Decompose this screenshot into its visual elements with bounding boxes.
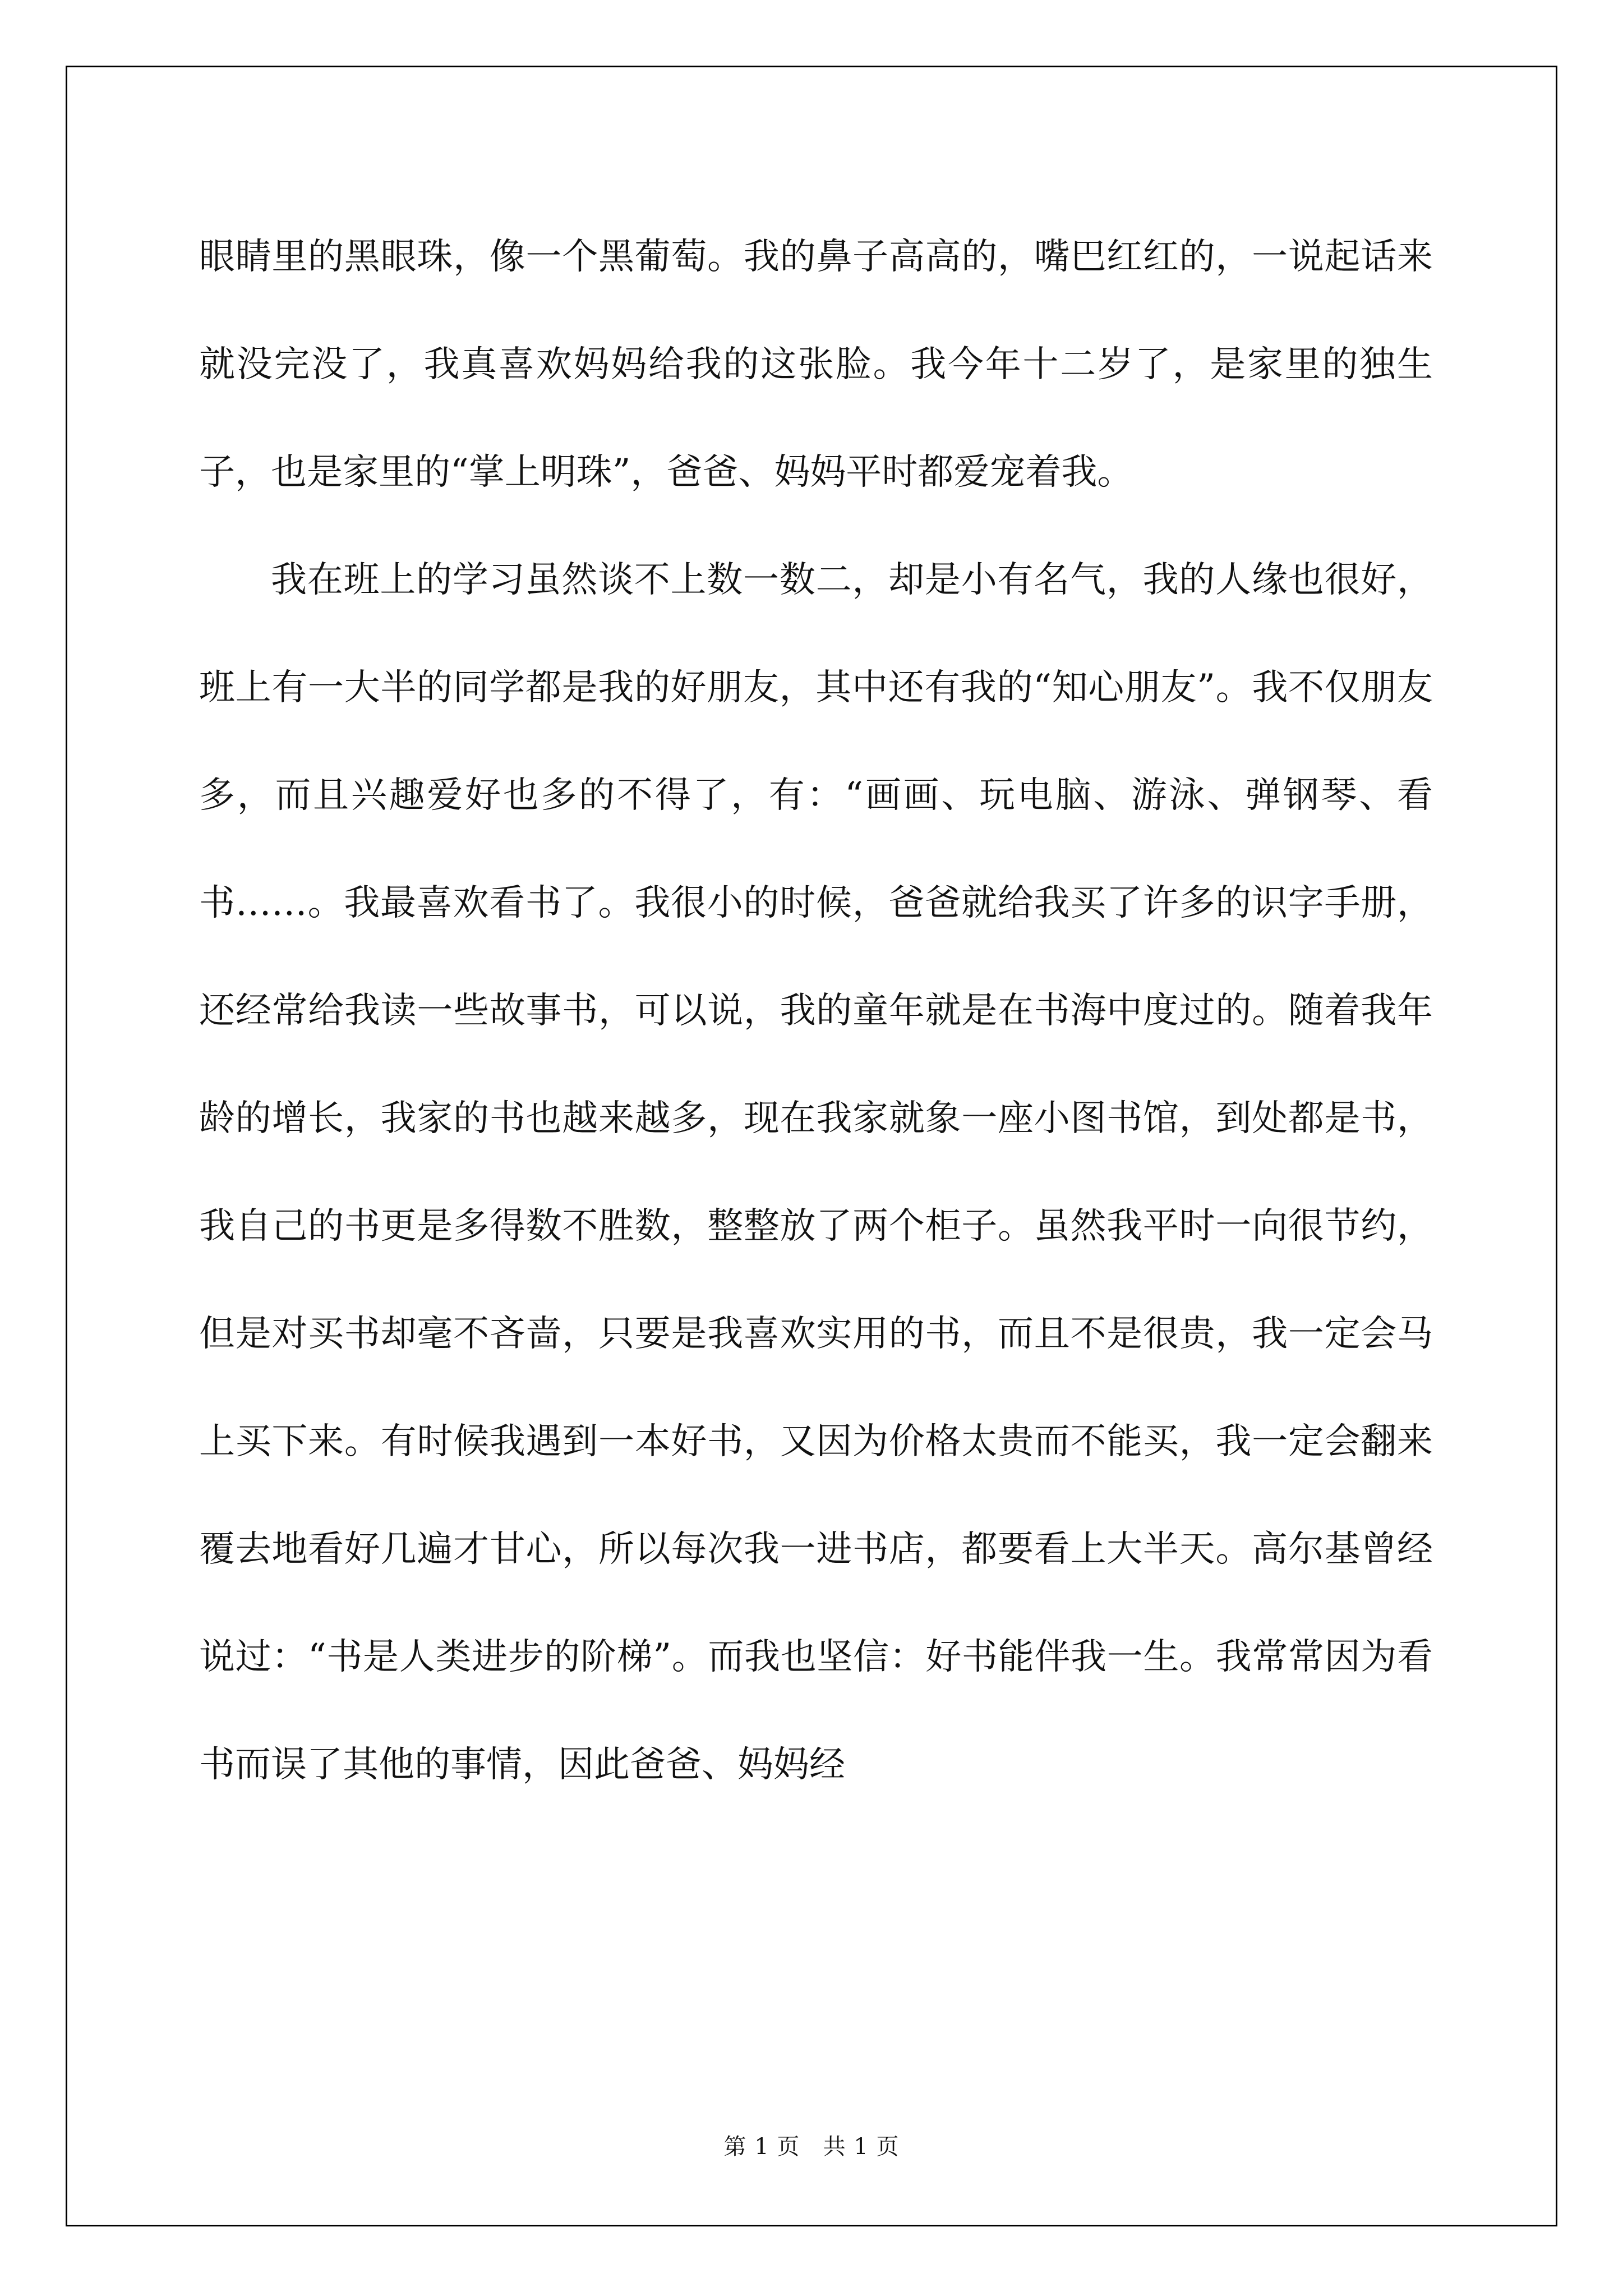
page-footer	[0, 2129, 1623, 2161]
page-number: 第 1 页	[723, 2134, 800, 2160]
document-body	[199, 203, 1433, 1819]
paragraph-2: 我在班上的学习虽然谈不上数一数二，却是小有名气，我的人缘也很好，班上有一大半的同学都是我的好朋友，其中还有我的“知心朋友”。我不仅朋友多，而且兴趣爱好也多的不得了，有：“画画、玩电脑、游泳、弹钢琴、看书……。我最喜欢看书了。我很小的时候，爸爸就给我买了许多的识字手册，还经常给我读一些故事书，可以说，我的童年就是在书海中度过的。随着我年龄的增长，我家的书也越来越多，现在我家就象一座小图书馆，到处都是书，我自己的书更是多得数不胜数，整整放了两个柜子。虽然我平时一向很节约，但是对买书却毫不吝啬，只要是我喜欢实用的书，而且不是很贵，我一定会马上买下来。有时候我遇到一本好书，又因为价格太贵而不能买，我一定会翻来覆去地看好几遍才甘心，所以每次我一进书店，都要看上大半天。高尔基曾经说过：“书是人类进步的阶梯”。而我也坚信：好书能伴我一生。我常常因为看书而误了其他的事情，因此爸爸、妈妈经	[199, 559, 1433, 1786]
paragraph-1: 眼睛里的黑眼珠，像一个黑葡萄。我的鼻子高高的，嘴巴红红的，一说起话来就没完没了，我真喜欢妈妈给我的这张脸。我今年十二岁了，是家里的独生子，也是家里的“掌上明珠”，爸爸、妈妈平时都爱宠着我。	[199, 236, 1433, 493]
page-total: 共 1 页	[823, 2134, 900, 2160]
